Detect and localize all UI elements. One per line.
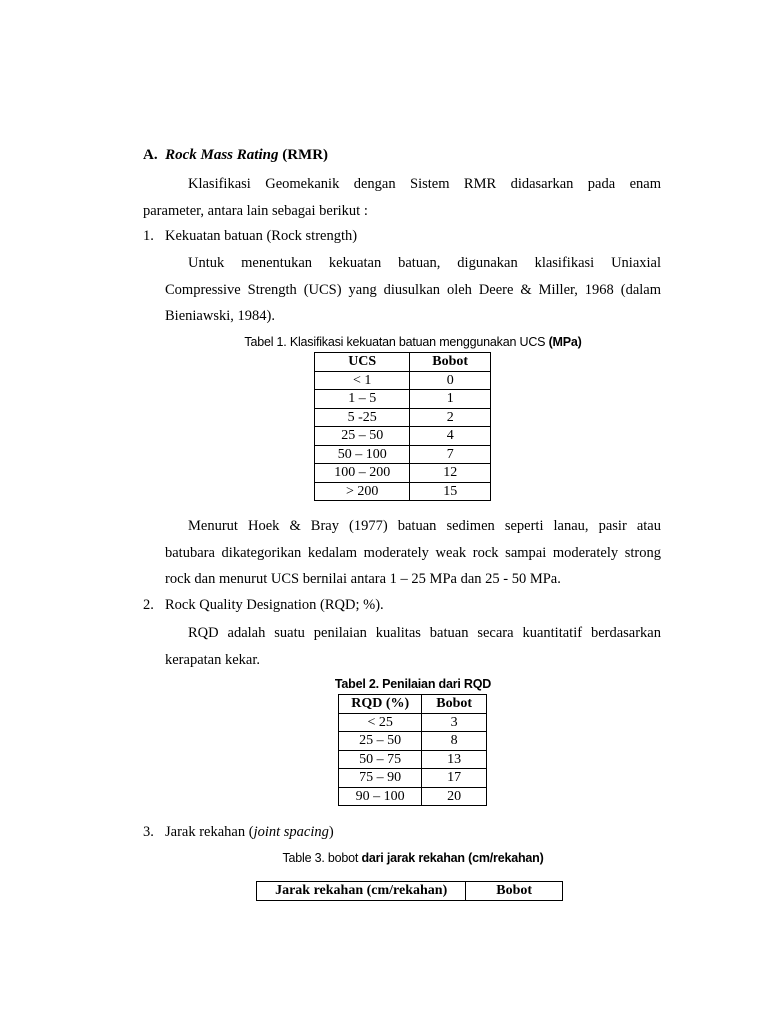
table-cell: 20	[422, 787, 487, 806]
table-cell: < 1	[315, 371, 410, 390]
table3-joint-spacing	[256, 881, 563, 901]
table-cell: 12	[410, 464, 491, 483]
item1-paragraph	[165, 250, 661, 330]
table3-caption-bold: dari jarak rekahan (cm/rekahan)	[361, 851, 544, 865]
item3-title-italic: joint spacing	[253, 824, 329, 840]
table-cell: 7	[410, 445, 491, 464]
table2-header-row	[339, 695, 487, 714]
table-cell: 75 – 90	[339, 769, 422, 788]
table-cell: 1 – 5	[315, 390, 410, 409]
section-title-italic: Rock Mass Rating	[165, 147, 279, 163]
table-row	[315, 390, 491, 409]
intro-paragraph	[143, 171, 661, 224]
item1-after-line-2: batubara dikategorikan kedalam moderately weak rock sampai moderately strong	[165, 544, 661, 561]
item2-para-line-2: kerapatan kekar.	[165, 651, 261, 668]
table-row	[339, 769, 487, 788]
table-row	[339, 787, 487, 806]
table-cell: 100 – 200	[315, 464, 410, 483]
table-cell: < 25	[339, 713, 422, 732]
table-row	[315, 464, 491, 483]
item1-para-line-3: Bieniawski, 1984).	[165, 308, 275, 324]
item1-after-line-1: Menurut Hoek & Bray (1977) batuan sedimen seperti lanau, pasir atau	[188, 518, 661, 534]
table-cell: 25 – 50	[339, 732, 422, 751]
item1-after-line-3: rock dan menurut UCS bernilai antara 1 – 25 MPa dan 25 - 50 MPa.	[165, 571, 561, 587]
table-cell: 0	[410, 371, 491, 390]
table-cell: 4	[410, 427, 491, 446]
table-row	[315, 445, 491, 464]
table1-header-ucs: UCS	[315, 353, 410, 372]
item2-paragraph	[165, 620, 661, 673]
item3-title-text: Jarak rekahan (	[165, 824, 254, 840]
section-heading	[143, 147, 328, 164]
table-cell: 1	[410, 390, 491, 409]
item2-title: Rock Quality Designation (RQD; %).	[165, 597, 384, 613]
table1-header-row	[315, 353, 491, 372]
section-title-rest: (RMR)	[282, 147, 329, 163]
intro-line-1: Klasifikasi Geomekanik dengan Sistem RMR didasarkan pada enam	[188, 176, 661, 192]
table-row	[339, 713, 487, 732]
table2-rqd	[338, 694, 487, 806]
table2-caption: Tabel 2. Penilaian dari RQD	[334, 677, 492, 691]
item1-para-line-1: Untuk menentukan kekuatan batuan, digunakan klasifikasi Uniaxial	[188, 255, 661, 271]
table-row	[339, 750, 487, 769]
item3-number: 3.	[143, 824, 154, 840]
table3-header-row	[257, 882, 563, 901]
item2-number: 2.	[143, 597, 154, 613]
table-cell: 17	[422, 769, 487, 788]
table-row	[315, 482, 491, 501]
table-row	[315, 408, 491, 427]
table-cell: 5 -25	[315, 408, 410, 427]
table-row	[339, 732, 487, 751]
table-cell: > 200	[315, 482, 410, 501]
table-cell: 15	[410, 482, 491, 501]
table1-caption-bold: (MPa)	[548, 335, 582, 349]
table1-caption-text: Tabel 1. Klasifikasi kekuatan batuan menggunakan UCS	[244, 335, 546, 349]
table1-caption	[143, 335, 683, 349]
table2-header-bobot: Bobot	[422, 695, 487, 714]
table-cell: 90 – 100	[339, 787, 422, 806]
table-cell: 13	[422, 750, 487, 769]
intro-line-2: parameter, antara lain sebagai berikut :	[143, 202, 368, 219]
item1-after-paragraph	[165, 513, 661, 593]
table-cell: 50 – 100	[315, 445, 410, 464]
table-cell: 8	[422, 732, 487, 751]
table3-caption	[143, 851, 683, 865]
item3-title	[165, 824, 334, 841]
table3-header-bobot: Bobot	[466, 882, 563, 901]
table-row	[315, 371, 491, 390]
table3-header-jarak: Jarak rekahan (cm/rekahan)	[257, 882, 466, 901]
item1-para-line-2: Compressive Strength (UCS) yang diusulkan oleh Deere & Miller, 1968 (dalam	[165, 281, 661, 298]
item2-para-line-1: RQD adalah suatu penilaian kualitas batuan secara kuantitatif berdasarkan	[188, 625, 661, 641]
table2-header-rqd: RQD (%)	[339, 695, 422, 714]
table1-ucs	[314, 352, 491, 501]
table-cell: 25 – 50	[315, 427, 410, 446]
table-row	[315, 427, 491, 446]
item1-number: 1.	[143, 228, 154, 244]
table-cell: 2	[410, 408, 491, 427]
table-cell: 50 – 75	[339, 750, 422, 769]
table-cell: 3	[422, 713, 487, 732]
item3-title-end: )	[328, 824, 334, 840]
item1-title: Kekuatan batuan (Rock strength)	[165, 228, 358, 244]
section-letter: A.	[143, 147, 158, 163]
table3-caption-text: Table 3. bobot	[282, 851, 359, 865]
table1-header-bobot: Bobot	[410, 353, 491, 372]
